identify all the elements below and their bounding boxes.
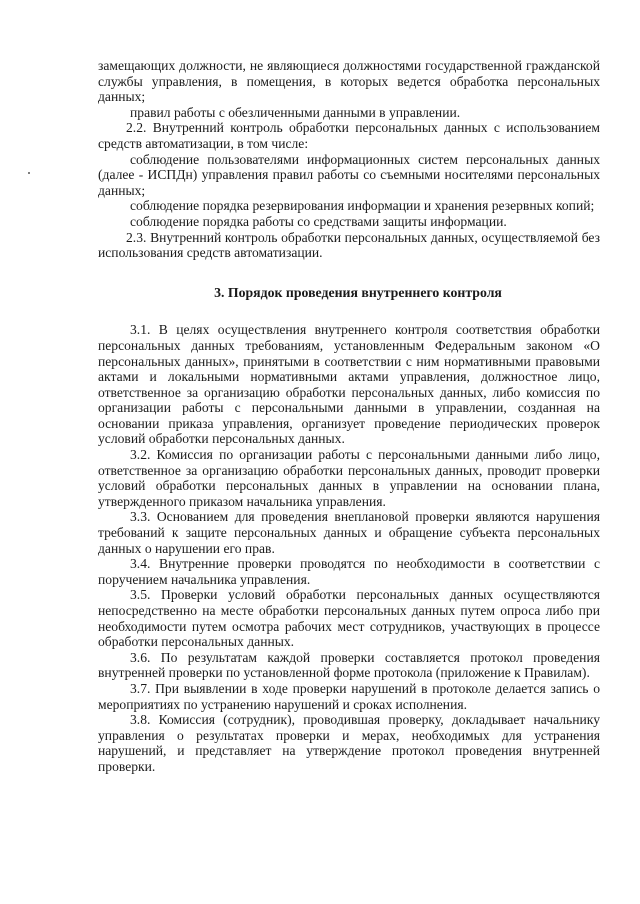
paragraph-3-6: 3.6. По результатам каждой проверки составляется протокол проведения внутренней проверки по установленной форме протокола (приложение к Правилам). [98,649,600,681]
paragraph-3-5: 3.5. Проверки условий обработки персональных данных осуществляются непосредственно на месте обработки персональных данных путем опроса либо при необходимости путем осмотра рабочих мест сотрудников, участвующих в процессе обработки персональных данных. [98,587,600,650]
paragraph-continuation: замещающих должности, не являющиеся должностями государственной гражданской службы управления, в помещения, в которых ведется обработка персональных данных; [98,58,600,105]
paragraph-3-1: 3.1. В целях осуществления внутреннего контроля соответствия обработки персональных данных требованиям, установленным Федеральным законом «О персональных данных», принятыми в соответствии с ним нормативными правовыми актами и локальными нормативными актами управления, должностное лицо, ответственное за организацию обработки персональных данных, либо комиссия по организации работы с персональными данными в управлении, созданная на основании приказа управления, организует проведение периодических проверок условий обработки персональных данных. [98,322,600,447]
scan-speck [28,172,30,174]
paragraph-2-3: 2.3. Внутренний контроль обработки персональных данных, осуществляемой без использования средств автоматизации. [98,229,600,261]
paragraph-protection-tools: соблюдение порядка работы со средствами защиты информации. [130,213,507,229]
paragraph-removable-media: соблюдение пользователями информационных систем персональных данных (далее - ИСПДн) управления правил работы со съемными носителями персональных данных; [98,151,600,198]
section-body [98,322,600,774]
paragraph-3-2: 3.2. Комиссия по организации работы с персональными данными либо лицо, ответственное за организацию обработки персональных данных, проводит проверки условий обработки персональных данных в управлении на основании плана, утвержденного приказом начальника управления. [98,447,600,509]
section-heading: 3. Порядок проведения внутреннего контроля [214,284,502,300]
paragraph-3-7: 3.7. При выявлении в ходе проверки нарушений в протоколе делается запись о мероприятиях по устранению нарушений и сроках исполнения. [98,680,600,712]
top-section [98,58,600,261]
paragraph-3-4: 3.4. Внутренние проверки проводятся по необходимости в соответствии с поручением начальника управления. [98,556,600,587]
document-page [98,58,600,775]
paragraph-backup: соблюдение порядка резервирования информации и хранения резервных копий; [130,198,595,214]
paragraph-3-8: 3.8. Комиссия (сотрудник), проводившая проверку, докладывает начальнику управления о результатах проверки и мерах, необходимых для устранения нарушений, и представляет на утверждение протокол проведения внутренней проверки. [98,712,600,774]
paragraph-depersonalized-rules: правил работы с обезличенными данными в управлении. [130,104,461,120]
paragraph-3-3: 3.3. Основанием для проведения внеплановой проверки являются нарушения требований к защите персональных данных и обращение субъекта персональных данных о нарушении его прав. [98,509,600,556]
paragraph-2-2: 2.2. Внутренний контроль обработки персональных данных с использованием средств автоматизации, в том числе: [98,120,600,151]
